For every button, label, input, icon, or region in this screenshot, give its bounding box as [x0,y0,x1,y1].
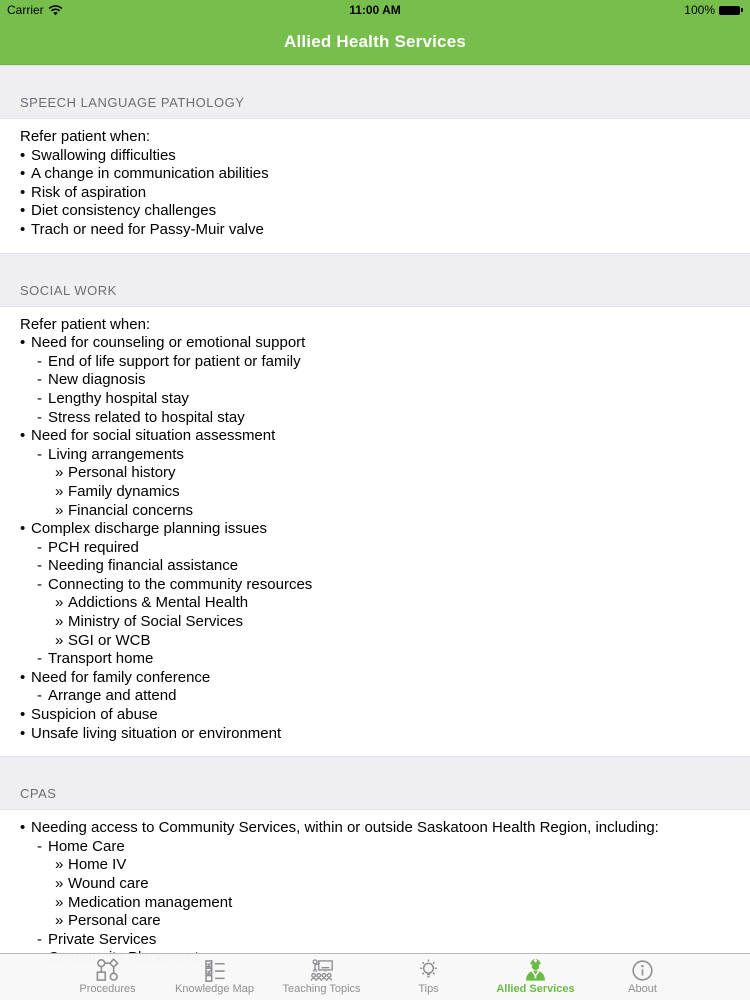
list-item [0,539,738,558]
list-item [0,483,738,502]
bullet-marker: • [20,427,26,445]
tab-about[interactable] [589,954,696,1000]
list-item [0,128,738,147]
list-item-text: Private Services [48,930,157,948]
status-bar [0,0,750,20]
nav-bar [0,20,750,65]
section-header-label: CPAS [20,786,57,802]
list-item-text: Refer patient when: [20,315,151,333]
list-item-text: Addictions & Mental Health [68,594,249,612]
content-section [0,253,750,757]
list-item [0,632,738,651]
bullet-marker: • [20,146,26,164]
tab-label: About [628,983,657,995]
list-item [0,650,738,669]
list-item-text: Risk of aspiration [31,183,147,201]
list-item [0,594,738,613]
list-item-text: Swallowing difficulties [31,146,176,164]
tab-label: Teaching Topics [282,983,361,995]
bullet-marker: - [37,352,42,370]
content-section [0,756,750,981]
tips-lightbulb-icon [415,956,442,984]
list-item [0,427,738,446]
list-item-text: Trach or need for Passy-Muir valve [31,220,264,238]
bullet-marker: • [20,183,26,201]
bullet-marker: • [20,165,26,183]
tab-label: Allied Services [496,983,575,995]
list-item [0,464,738,483]
procedures-flowchart-icon [94,956,121,984]
list-item-text: Refer patient when: [20,128,151,145]
list-item-text: Suspicion of abuse [31,706,158,724]
list-item [0,202,738,221]
tab-allied-services[interactable] [482,954,589,1000]
bullet-marker: » [55,464,64,482]
list-item [0,819,738,838]
list-item-text: Complex discharge planning issues [31,520,267,538]
list-item-text: Living arrangements [48,445,184,463]
list-item-text: Medication management [68,893,233,911]
list-item [0,353,738,372]
list-item [0,838,738,857]
list-item [0,371,738,390]
list-item-text: Need for family conference [31,668,211,686]
content-section [0,65,750,253]
list-item [0,520,738,539]
list-item [0,912,738,931]
list-item-text: Transport home [48,650,154,668]
list-item [0,576,738,595]
bullet-marker: • [20,819,26,837]
list-item-text: A change in communication abilities [31,165,269,183]
list-item-text: Needing access to Community Services, within or outside Saskatoon Health Region, including: [31,819,659,837]
list-item-text: Unsafe living situation or environment [31,724,282,742]
bullet-marker: » [55,856,64,874]
bullet-marker: - [37,930,42,948]
bullet-marker: - [37,575,42,593]
bullet-marker: » [55,594,64,612]
bullet-marker: - [37,837,42,855]
list-item [0,446,738,465]
tab-label: Knowledge Map [175,983,254,995]
list-item [0,875,738,894]
list-item-text: Home Care [48,837,125,855]
list-item [0,725,738,744]
list-item [0,165,738,184]
section-header-label: SOCIAL WORK [20,282,117,298]
bullet-marker: • [20,724,26,742]
tab-label: Tips [418,983,439,995]
bullet-marker: » [55,912,64,930]
list-item [0,687,738,706]
list-item-text: Financial concerns [68,501,194,519]
list-item-text: PCH required [48,538,139,556]
page-title: Allied Health Services [283,32,467,51]
bullet-marker: - [37,687,42,705]
teaching-topics-presenter-icon [307,956,336,984]
bullet-marker: • [20,202,26,220]
list-item [0,502,738,521]
bullet-marker: • [20,334,26,352]
clock: 11:00 AM [349,3,401,17]
list-item-text: Wound care [68,875,149,892]
list-item [0,669,738,688]
list-item [0,316,738,335]
list-item [0,390,738,409]
list-item [0,613,738,632]
bullet-marker: » [55,893,64,911]
list-item-text: Needing financial assistance [48,557,239,575]
list-item-text: Personal history [68,464,176,482]
section-body [0,307,750,757]
bullet-marker: • [20,668,26,686]
list-item [0,184,738,203]
bullet-marker: • [20,706,26,724]
tab-label: Procedures [79,983,136,995]
bullet-marker: » [55,501,64,519]
list-item [0,147,738,166]
list-item-text: Arrange and attend [48,687,177,705]
bullet-marker: » [55,631,64,649]
bullet-marker: - [37,538,42,556]
list-item-text: Connecting to the community resources [48,575,313,593]
list-item-text: Home IV [68,856,127,874]
carrier-label: Carrier [7,3,44,17]
list-item [0,334,738,353]
bullet-marker: • [20,220,26,238]
content-area [0,65,750,981]
bullet-marker: - [37,650,42,668]
allied-services-clinician-icon [521,956,550,984]
knowledge-map-checklist-icon [201,956,228,984]
list-item [0,409,738,428]
list-item-text: Ministry of Social Services [68,613,244,631]
list-item [0,856,738,875]
tab-teaching-topics[interactable] [268,954,375,1000]
list-item-text: Stress related to hospital stay [48,408,245,426]
list-item-text: Need for social situation assessment [31,427,276,445]
list-item [0,706,738,725]
bullet-marker: • [20,520,26,538]
list-item-text: Diet consistency challenges [31,202,217,220]
tab-procedures[interactable] [54,954,161,1000]
bullet-marker: - [37,371,42,389]
list-item-text: Lengthy hospital stay [48,389,189,407]
list-item [0,557,738,576]
list-item-text: End of life support for patient or family [48,352,301,370]
bullet-marker: » [55,613,64,631]
bullet-marker: - [37,408,42,426]
tab-knowledge-map[interactable] [161,954,268,1000]
list-item-text: New diagnosis [48,371,146,389]
bullet-marker: » [55,482,64,500]
list-item-text: Need for counseling or emotional support [31,334,306,352]
list-item-text: Personal care [68,912,161,930]
bullet-marker: » [55,875,64,892]
bullet-marker: - [37,557,42,575]
section-body [0,119,750,253]
list-item [0,931,738,950]
list-item [0,894,738,913]
tab-tips[interactable] [375,954,482,1000]
battery-percent-label: 100% [684,3,715,17]
tab-bar [0,953,750,1000]
section-header-label: SPEECH LANGUAGE PATHOLOGY [20,95,245,110]
about-info-icon [629,956,656,984]
bullet-marker: - [37,389,42,407]
list-item [0,221,738,240]
bullet-marker: - [37,445,42,463]
list-item-text: Family dynamics [68,482,180,500]
list-item-text: SGI or WCB [68,631,151,649]
